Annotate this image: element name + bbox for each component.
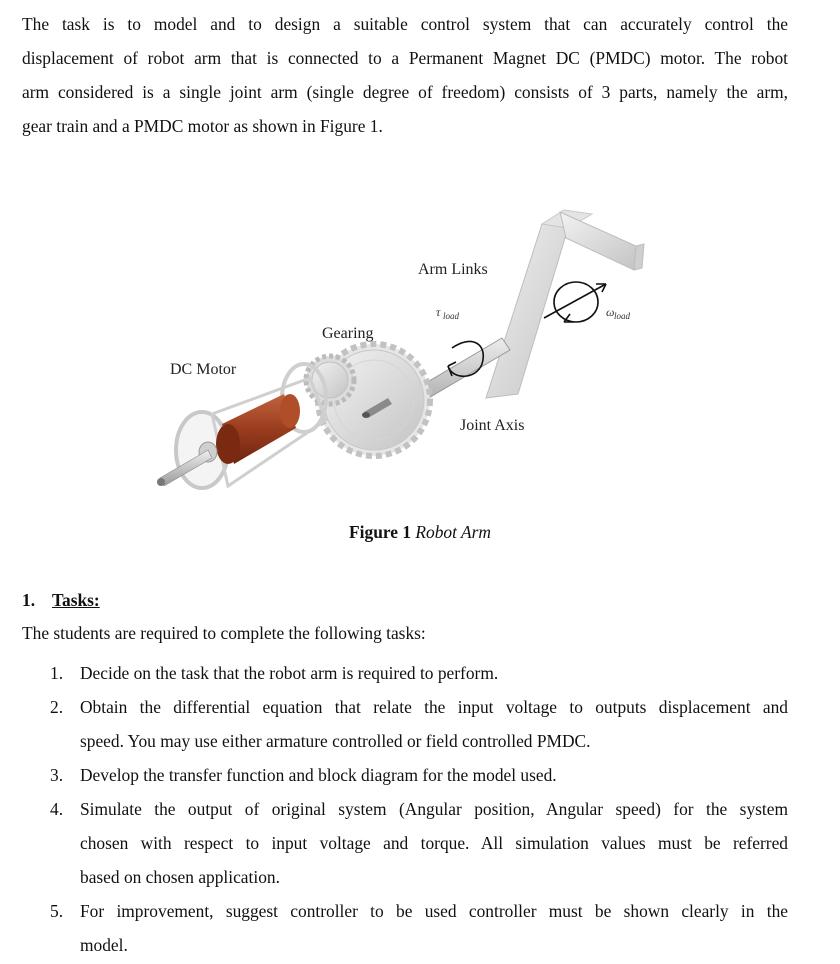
task-number: 1. bbox=[50, 663, 64, 683]
intro-line-2: displacement of robot arm that is connected to a Permanent Magnet DC (PMDC) motor. The robot bbox=[22, 48, 788, 68]
caption-prefix: Figure 1 bbox=[349, 522, 412, 542]
section-number: 1. bbox=[22, 590, 36, 610]
tau-symbol: τ bbox=[436, 305, 441, 319]
task-text: chosen with respect to input voltage and torque. All simulation values must be referred bbox=[80, 833, 788, 853]
task-text: Decide on the task that the robot arm is required to perform. bbox=[80, 663, 499, 683]
list-item bbox=[50, 758, 788, 792]
label-omega-load bbox=[606, 305, 631, 321]
robot-arm-illustration bbox=[130, 188, 670, 518]
task-number: 5. bbox=[50, 901, 64, 921]
intro-line-1: The task is to model and to design a suitable control system that can accurately control the bbox=[22, 14, 788, 34]
caption-title: Robot Arm bbox=[415, 522, 491, 542]
label-joint-axis: Joint Axis bbox=[460, 417, 525, 434]
label-arm-links: Arm Links bbox=[418, 261, 488, 278]
task-text: Develop the transfer function and block diagram for the model used. bbox=[80, 765, 557, 785]
arm-links-shape bbox=[486, 210, 644, 398]
tasks-intro: The students are required to complete the following tasks: bbox=[22, 623, 426, 643]
list-item bbox=[50, 792, 788, 894]
list-item bbox=[50, 690, 788, 758]
label-dc-motor: DC Motor bbox=[170, 361, 237, 378]
task-text: speed. You may use either armature controlled or field controlled PMDC. bbox=[80, 731, 591, 751]
section-title: Tasks: bbox=[52, 590, 100, 610]
task-number: 3. bbox=[50, 765, 64, 785]
task-number: 4. bbox=[50, 799, 64, 819]
small-gear bbox=[306, 356, 354, 404]
task-text: model. bbox=[80, 935, 128, 955]
angular-velocity-arrow bbox=[544, 282, 606, 322]
section-heading bbox=[22, 590, 100, 611]
label-gearing: Gearing bbox=[322, 325, 374, 342]
omega-subscript: load bbox=[614, 311, 631, 321]
dc-motor-shape bbox=[157, 364, 326, 488]
task-list bbox=[50, 656, 788, 962]
task-number: 2. bbox=[50, 697, 64, 717]
list-item bbox=[50, 894, 788, 962]
task-text: based on chosen application. bbox=[80, 867, 280, 887]
intro-line-4: gear train and a PMDC motor as shown in Figure 1. bbox=[22, 116, 383, 136]
intro-paragraph bbox=[22, 7, 788, 143]
figure-caption bbox=[0, 522, 840, 543]
list-item bbox=[50, 656, 788, 690]
intro-line-3: arm considered is a single joint arm (single degree of freedom) consists of 3 parts, namely the arm, bbox=[22, 82, 788, 102]
task-text: Simulate the output of original system (Angular position, Angular speed) for the system bbox=[80, 799, 788, 819]
task-text: For improvement, suggest controller to be used controller must be shown clearly in the bbox=[80, 901, 788, 921]
tau-subscript: load bbox=[443, 311, 460, 321]
label-tau-load bbox=[436, 305, 460, 321]
omega-symbol: ω bbox=[606, 305, 615, 319]
task-text: Obtain the differential equation that relate the input voltage to outputs displacement and bbox=[80, 697, 788, 717]
robot-arm-figure bbox=[130, 188, 670, 518]
